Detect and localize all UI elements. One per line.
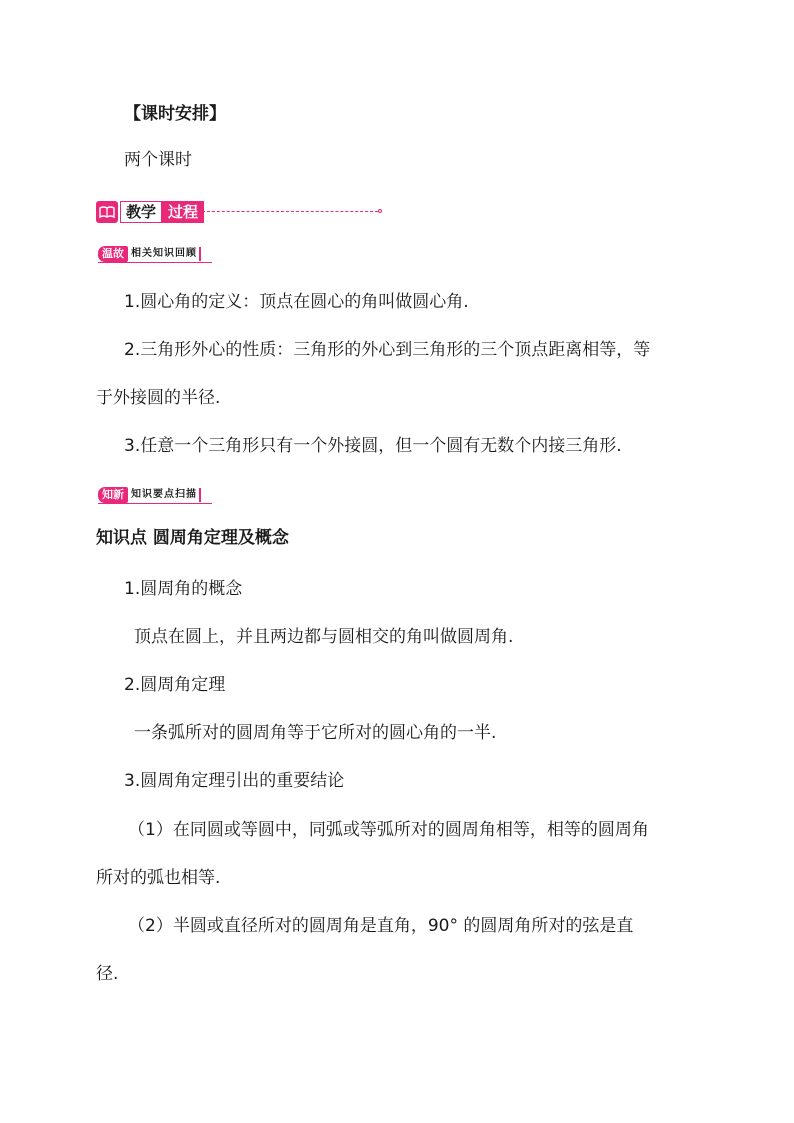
newknowledge-tag-bar xyxy=(199,488,201,502)
kp-line-3: 2.圆周角定理 xyxy=(124,675,226,695)
schedule-heading: 【课时安排】 xyxy=(124,104,226,124)
newknowledge-tag xyxy=(98,487,201,503)
review-item-1: 1.圆心角的定义：顶点在圆心的角叫做圆心角. xyxy=(124,292,469,312)
kp-line-2: 顶点在圆上，并且两边都与圆相交的角叫做圆周角. xyxy=(134,627,514,647)
review-tag-bar xyxy=(199,247,201,261)
review-item-3: 3.任意一个三角形只有一个外接圆，但一个圆有无数个内接三角形. xyxy=(124,436,622,456)
book-icon xyxy=(96,201,118,223)
review-tag-underline xyxy=(98,262,212,263)
newknowledge-tag-title: 知识要点扫描 xyxy=(131,489,197,500)
kp-line-9: 径. xyxy=(96,964,119,984)
banner-label-teaching: 教学 xyxy=(120,201,162,223)
teaching-process-banner xyxy=(96,200,204,224)
review-tag-title: 相关知识回顾 xyxy=(131,248,197,259)
newknowledge-tag-underline xyxy=(98,503,212,504)
newknowledge-tag-pill: 知新 xyxy=(98,487,128,503)
kp-line-7: 所对的弧也相等. xyxy=(96,868,221,888)
kp-line-8: （2）半圆或直径所对的圆周角是直角，90° 的圆周角所对的弦是直 xyxy=(128,916,634,936)
review-tag xyxy=(98,246,201,262)
review-tag-pill: 温故 xyxy=(98,246,128,262)
review-item-2: 2.三角形外心的性质：三角形的外心到三角形的三个顶点距离相等，等 xyxy=(124,340,651,360)
review-item-2-cont: 于外接圆的半径. xyxy=(96,388,221,408)
banner-label-process: 过程 xyxy=(162,201,204,223)
schedule-content: 两个课时 xyxy=(124,150,192,170)
kp-line-5: 3.圆周角定理引出的重要结论 xyxy=(124,771,345,791)
knowledge-point-title: 知识点 圆周角定理及概念 xyxy=(96,528,289,548)
kp-line-1: 1.圆周角的概念 xyxy=(124,579,243,599)
banner-dashed-rule xyxy=(202,211,378,212)
kp-line-6: （1）在同圆或等圆中，同弧或等弧所对的圆周角相等，相等的圆周角 xyxy=(128,820,649,840)
banner-end-dot xyxy=(378,209,382,213)
kp-line-4: 一条弧所对的圆周角等于它所对的圆心角的一半. xyxy=(134,723,497,743)
